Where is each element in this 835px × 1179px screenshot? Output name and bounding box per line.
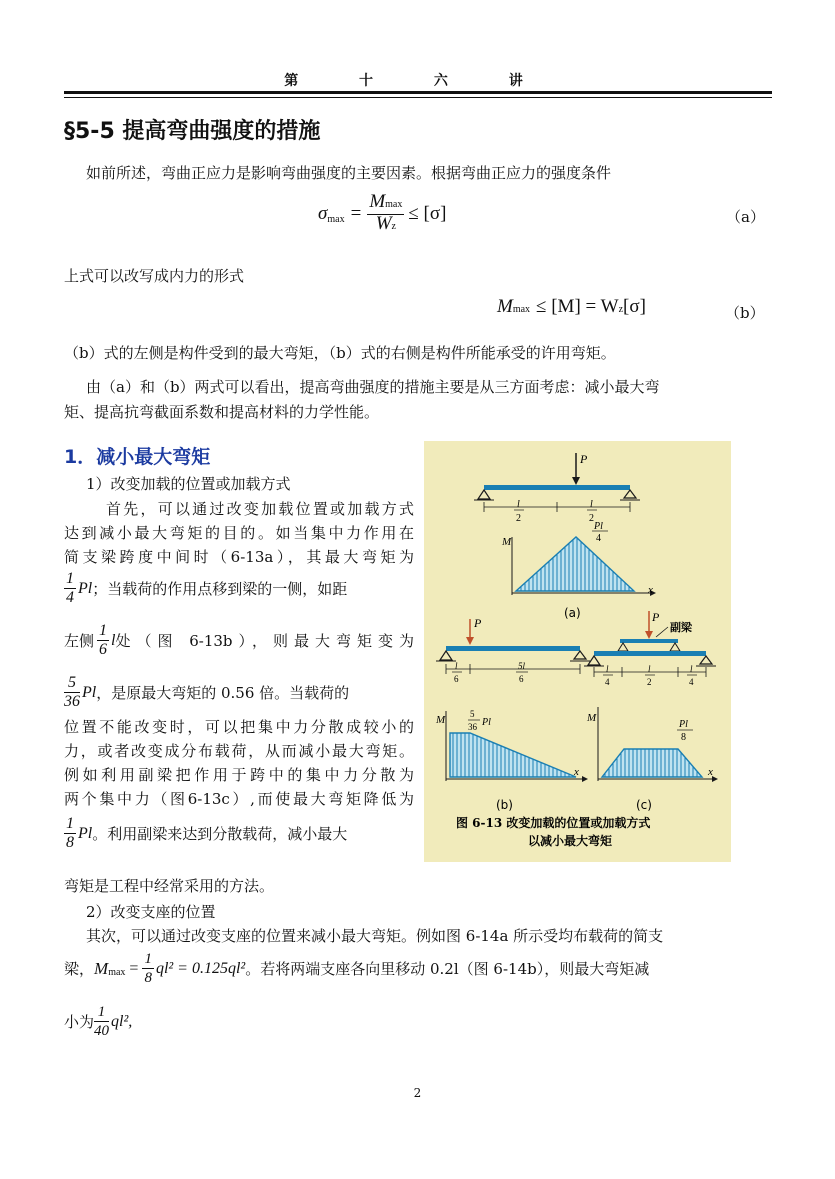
p2-line2b: 。若将两端支座各向里移动 0.2l（图 6-14b），则最大弯矩减 xyxy=(245,960,650,978)
moment-triangle-a xyxy=(516,537,634,591)
label-P-c: P xyxy=(652,610,660,624)
p2-eq-lhs-sub: max xyxy=(108,967,126,978)
eq-a-den: W xyxy=(375,212,392,234)
eq-b-lhs-sub: max xyxy=(512,304,531,315)
quarter-den-2: 4 xyxy=(689,677,694,687)
frac-1-4-tail: Pl xyxy=(78,579,93,597)
col-line-11-text: 。利用副梁来达到分散载荷，减小最大 xyxy=(92,825,348,843)
equation-b xyxy=(497,296,646,318)
p2-line2a: 梁， xyxy=(64,960,95,978)
p2-line3a: 小为 xyxy=(64,1013,95,1031)
label-M-b: M xyxy=(436,714,446,726)
eq-a-rhs: ≤ [σ] xyxy=(408,203,447,224)
col-line-4 xyxy=(64,570,347,607)
sixth-num: l xyxy=(455,661,458,671)
half-den-c: 2 xyxy=(647,677,652,687)
col-line-10: 两个集中力（图6-13c）,而使最大弯矩降低为 xyxy=(64,790,414,808)
pl8-num: Pl xyxy=(679,719,688,730)
col-line-11 xyxy=(64,815,347,852)
rewrite-line: 上式可以改写成内力的形式 xyxy=(64,267,245,285)
section-title: §5-5 提高弯曲强度的措施 xyxy=(64,119,321,144)
frac-5-36-den: 36 xyxy=(64,693,80,710)
half-num-c: l xyxy=(648,664,651,674)
pl4-den: 4 xyxy=(596,533,601,544)
frac-1-8-tail: Pl xyxy=(78,824,93,842)
col-line-3: 简支梁跨度中间时（6-13a），其最大弯矩为 xyxy=(64,548,414,566)
label-x-c: x xyxy=(708,766,713,778)
paragraph-2-line2 xyxy=(64,950,649,987)
half-den-2: 2 xyxy=(589,513,594,524)
col-line-6-text: ，是原最大弯矩的 0.56 倍。当载荷的 xyxy=(96,684,350,702)
label-c: (c) xyxy=(636,798,652,812)
fivesixth-num: 5l xyxy=(518,661,526,671)
eq-a-fraction xyxy=(367,190,404,236)
pl8-den: 8 xyxy=(681,732,686,743)
eq-a-den-sub: z xyxy=(391,220,396,232)
support-pin-a xyxy=(478,490,490,499)
b-moment-num: 5 xyxy=(470,709,475,719)
pl4-num: Pl xyxy=(594,521,603,532)
eq-b-lhs: M xyxy=(497,296,513,317)
label-P-b: P xyxy=(474,616,482,630)
col-line-9: 例如利用副梁把作用于跨中的集中力分散为 xyxy=(64,766,414,784)
frac-1-6-den: 6 xyxy=(99,641,108,658)
label-b: (b) xyxy=(496,798,513,812)
col-line-2: 达到减小最大弯矩的目的。如当集中力作用在 xyxy=(64,524,414,542)
eq-b-rhs: ≤ [M] = W xyxy=(536,296,619,317)
p2-eq-den: 8 xyxy=(144,970,152,986)
half-den-1: 2 xyxy=(516,513,521,524)
label-x-a: x xyxy=(648,584,653,596)
item-1-title: 1）改变加载的位置或加载方式 xyxy=(86,475,291,493)
quarter-den-1: 4 xyxy=(605,677,610,687)
col-line-4-text: ；当载荷的作用点移到梁的一侧，如距 xyxy=(92,580,348,598)
col-line-5 xyxy=(64,622,414,659)
p2-eq-body: ql² = 0.125ql² xyxy=(155,959,246,977)
eq-a-num-sub: max xyxy=(385,198,403,210)
label-aux-beam: 副梁 xyxy=(670,621,692,634)
moment-diagram-b xyxy=(450,733,576,777)
frac-1-8-num: 1 xyxy=(66,815,74,832)
label-M-c: M xyxy=(587,712,597,724)
figure-6-13 xyxy=(424,441,731,862)
frac-5-36-num: 5 xyxy=(64,674,80,693)
paragraph-2-line1: 其次，可以通过改变支座的位置来减小最大弯矩。例如图 6-14a 所示受均布载荷的简支 xyxy=(86,927,664,945)
eq-a-num: M xyxy=(369,190,386,212)
b-moment-den: 36 xyxy=(468,722,477,732)
support-roller-a xyxy=(624,490,636,498)
half-num-2: l xyxy=(590,499,593,510)
label-x-b: x xyxy=(574,766,579,778)
intro-paragraph: 如前所述，弯曲正应力是影响弯曲强度的主要因素。根据弯曲正应力的强度条件 xyxy=(86,164,612,182)
frac-1-6-num: 1 xyxy=(99,622,108,639)
item-2-title: 2）改变支座的位置 xyxy=(86,903,216,921)
figure-caption-1: 图 6-13 改变加载的位置或加载方式 xyxy=(456,816,651,830)
eq-a-lhs-sub: max xyxy=(327,213,345,225)
paragraph-b: （b）式的左侧是构件受到的最大弯矩，（b）式的右侧是构件所能承受的许用弯矩。 xyxy=(64,344,616,362)
sixth-den: 6 xyxy=(454,674,459,684)
aux-beam xyxy=(620,639,678,643)
moment-trapezoid-c xyxy=(602,749,702,777)
p2-frac-den: 40 xyxy=(94,1023,110,1039)
paragraph-2-line3 xyxy=(64,1003,132,1040)
col-line-7: 位置不能改变时，可以把集中力分散成较小的 xyxy=(64,718,414,736)
b-moment-tail: Pl xyxy=(482,717,491,728)
running-header: 第 十 六 讲 xyxy=(284,73,551,89)
col-line-5b: 处（图 6-13b），则最大弯矩变为 xyxy=(115,632,414,650)
equation-a: σ max = $\frac{Mmax}{Wz}$ ≤ [σ] xyxy=(318,190,447,234)
header-rule-thick xyxy=(64,91,772,94)
frac-1-6-tail: l xyxy=(111,631,116,649)
eq-a-number: （a） xyxy=(726,208,765,226)
p2-eq-eq: = xyxy=(129,959,139,977)
beam-c xyxy=(594,651,706,656)
frac-1-4-den: 4 xyxy=(66,589,74,606)
method-line: 弯矩是工程中经常采用的方法。 xyxy=(64,877,275,895)
quarter-num-2: l xyxy=(690,664,693,674)
beam-b xyxy=(446,646,580,651)
eq-b-number: （b） xyxy=(725,304,765,322)
half-num-1: l xyxy=(517,499,520,510)
p2-eq-lhs: M xyxy=(94,958,109,978)
eq-b-tail: [σ] xyxy=(623,296,646,317)
frac-1-4-num: 1 xyxy=(66,570,74,587)
eq-b-rhs-sub: z xyxy=(618,304,624,315)
frac-5-36-tail: Pl xyxy=(82,683,97,701)
label-P-a: P xyxy=(580,452,588,466)
col-line-6 xyxy=(64,674,349,711)
p2-frac-tail: ql², xyxy=(111,1012,133,1030)
header-rule-thin xyxy=(64,97,772,98)
quarter-num-1: l xyxy=(606,664,609,674)
page-number: 2 xyxy=(413,1086,422,1100)
frac-1-8-den: 8 xyxy=(66,834,74,851)
paragraph-c-line2: 矩、提高抗弯截面系数和提高材料的力学性能。 xyxy=(64,403,380,421)
label-M-a: M xyxy=(502,536,512,548)
fivesixth-den: 6 xyxy=(519,674,524,684)
figure-6-13-svg xyxy=(424,441,731,862)
p2-frac-num: 1 xyxy=(94,1003,109,1022)
beam-a xyxy=(484,485,630,490)
p2-eq-num: 1 xyxy=(144,951,152,967)
paragraph-c-line1: 由（a）和（b）两式可以看出，提高弯曲强度的措施主要是从三方面考虑：减小最大弯 xyxy=(86,378,660,396)
col-line-1: 首先，可以通过改变加载位置或加载方式 xyxy=(106,500,414,518)
figure-caption-2: 以减小最大弯矩 xyxy=(528,834,613,848)
heading-reduce-moment: 1．减小最大弯矩 xyxy=(64,446,211,468)
col-line-8: 力，或者改变成分布载荷，从而减小最大弯矩。 xyxy=(64,742,414,760)
eq-a-lhs: σ xyxy=(318,203,328,224)
label-a: (a) xyxy=(564,606,581,620)
col-line-5a: 左侧 xyxy=(64,632,95,650)
